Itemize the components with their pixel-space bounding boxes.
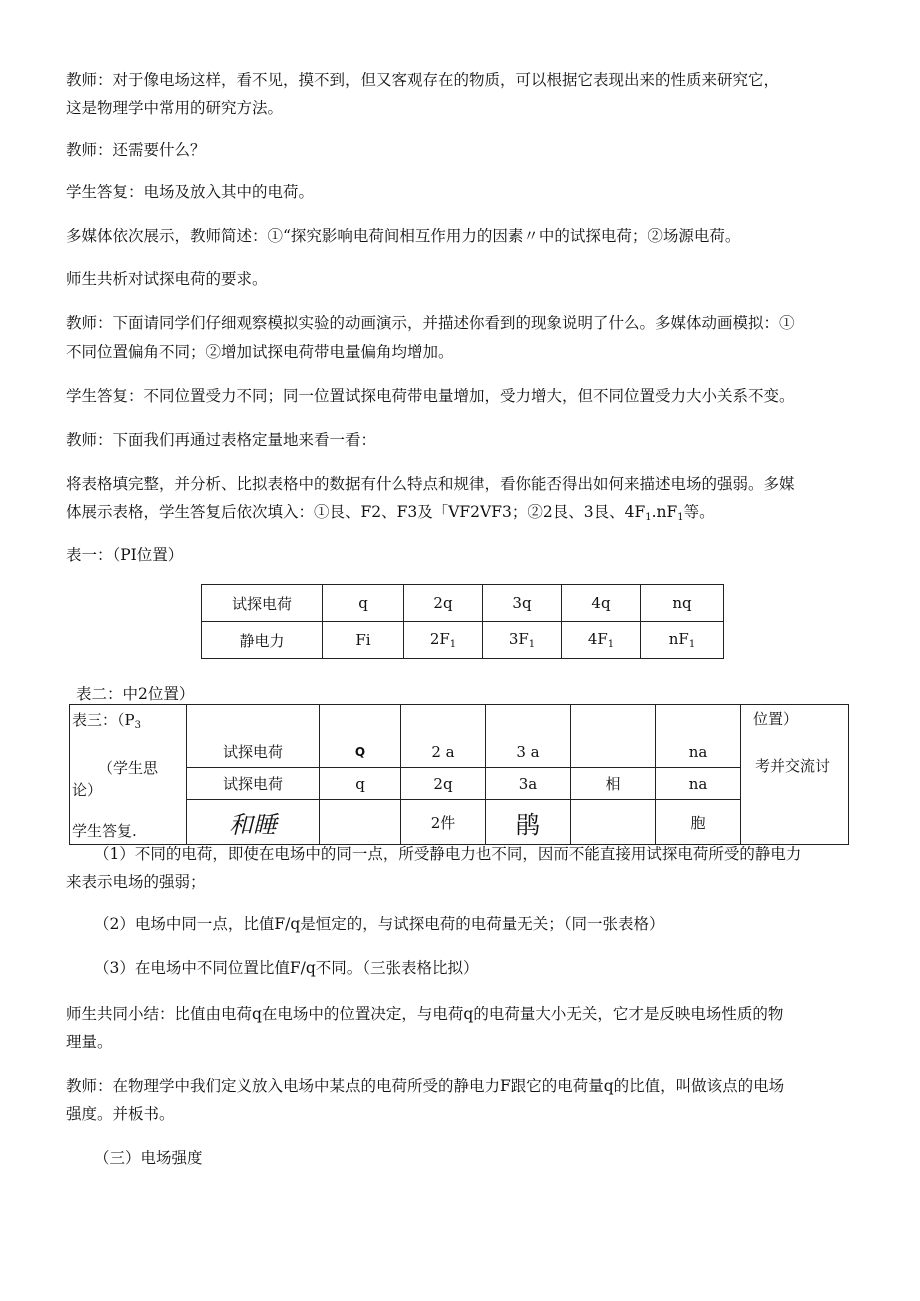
table-cell: 2q [401,768,486,800]
table-cell: 3 a [486,736,571,768]
paragraph: 教师：在物理学中我们定义放入电场中某点的电荷所受的静电力F跟它的电荷量q的比值，叫做该点的电场 [66,1077,785,1095]
table-cell [571,705,656,737]
table-cell: na [656,736,741,768]
paragraph: 多媒体依次展示，教师简述：①“探究影响电荷间相互作用力的因素〃中的试探电荷；②场源电荷。 [66,227,741,245]
table-cell [401,705,486,737]
paragraph: 理量。 [66,1033,113,1051]
table-cell: 3q [483,585,562,622]
table-3 [69,704,849,845]
table-cell [571,800,656,845]
paragraph: 这是物理学中常用的研究方法。 [66,99,284,117]
paragraph: 师生共析对试探电荷的要求。 [66,270,268,288]
table-cell: 胞 [656,800,741,845]
paragraph: 教师：下面请同学们仔细观察模拟实验的动画演示，并描述你看到的现象说明了什么。多媒体动画模拟：① [66,314,795,332]
paragraph: 来表示电场的强弱； [66,873,206,891]
table-cell: 2件 [401,800,486,845]
table-cell: $nF_1$ [641,622,724,659]
table-cell: q [323,585,404,622]
table-cell: $3F_1$ [483,622,562,659]
table-cell: Fi [323,622,404,659]
table-cell: 试探电荷 [187,736,320,768]
table-cell: Q [320,736,401,768]
paragraph: 师生共同小结：比值由电荷q在电场中的位置决定，与电荷q的电荷量大小无关，它才是反映电场性质的物 [66,1005,784,1023]
table-cell [571,736,656,768]
table-cell [320,705,401,737]
table-cell: $4F_1$ [562,622,641,659]
side-note: 论） [72,781,103,799]
side-note: 位置） [753,710,799,728]
table-cell: 2 a [401,736,486,768]
paragraph: 将表格填完整，并分析、比拟表格中的数据有什么特点和规律，看你能否得出如何来描述电场的强弱。多媒 [66,475,795,493]
paragraph: 教师：还需要什么？ [66,141,206,159]
table-cell: 鹃 [486,800,571,845]
table-cell: nq [641,585,724,622]
paragraph: （1）不同的电荷，即使在电场中的同一点，所受静电力也不同，因而不能直接用试探电荷所受的静电力 [94,845,802,863]
table-row [70,705,849,737]
paragraph: （3）在电场中不同位置比值F/q不同。（三张表格比拟） [94,959,479,977]
table-cell [486,705,571,737]
table-cell: 3a [486,768,571,800]
paragraph: 不同位置偏角不同；②增加试探电荷带电量偏角均增加。 [66,343,454,361]
table-cell: q [320,768,401,800]
table-1 [201,584,724,659]
paragraph: 体展示表格，学生答复后依次填入：①艮、F2、F3及「VF2VF3；②2艮、3艮、$4F_1.nF_1$等。 [66,503,715,523]
table-cell: $2F_1$ [404,622,483,659]
table-cell [320,800,401,845]
side-note: 考并交流讨 [755,757,831,775]
table-cell [656,705,741,737]
table2-caption: 表二：中2位置） [76,685,195,703]
table-row [202,585,724,622]
section-heading: （三）电场强度 [94,1149,203,1167]
table-side-cell [70,705,187,845]
table-cell: 和睡 [187,800,320,845]
table-cell: 相 [571,768,656,800]
paragraph: （2）电场中同一点，比值F/q是恒定的，与试探电荷的电荷量无关；（同一张表格） [94,915,665,933]
paragraph: 强度。并板书。 [66,1105,175,1123]
table-cell: 静电力 [202,622,323,659]
table-cell: 2q [404,585,483,622]
side-note: 学生答复. [72,822,137,840]
table1-caption: 表一：（PI位置） [66,546,184,564]
table-cell: na [656,768,741,800]
paragraph: 教师：下面我们再通过表格定量地来看一看： [66,431,377,449]
table-side-cell [741,705,849,845]
paragraph: 学生答复：不同位置受力不同；同一位置试探电荷带电量增加，受力增大，但不同位置受力大小关系不变。 [66,387,795,405]
table-cell: 试探电荷 [202,585,323,622]
paragraph: 教师：对于像电场这样，看不见，摸不到，但又客观存在的物质，可以根据它表现出来的性质来研究它， [66,71,780,89]
table3-caption: 表三：（$P_3$ [72,711,141,731]
paragraph: 学生答复：电场及放入其中的电荷。 [66,183,315,201]
table-row [202,622,724,659]
table-cell: 4q [562,585,641,622]
table-cell [187,705,320,737]
table-cell: 试探电荷 [187,768,320,800]
side-note: （学生思 [98,759,159,777]
